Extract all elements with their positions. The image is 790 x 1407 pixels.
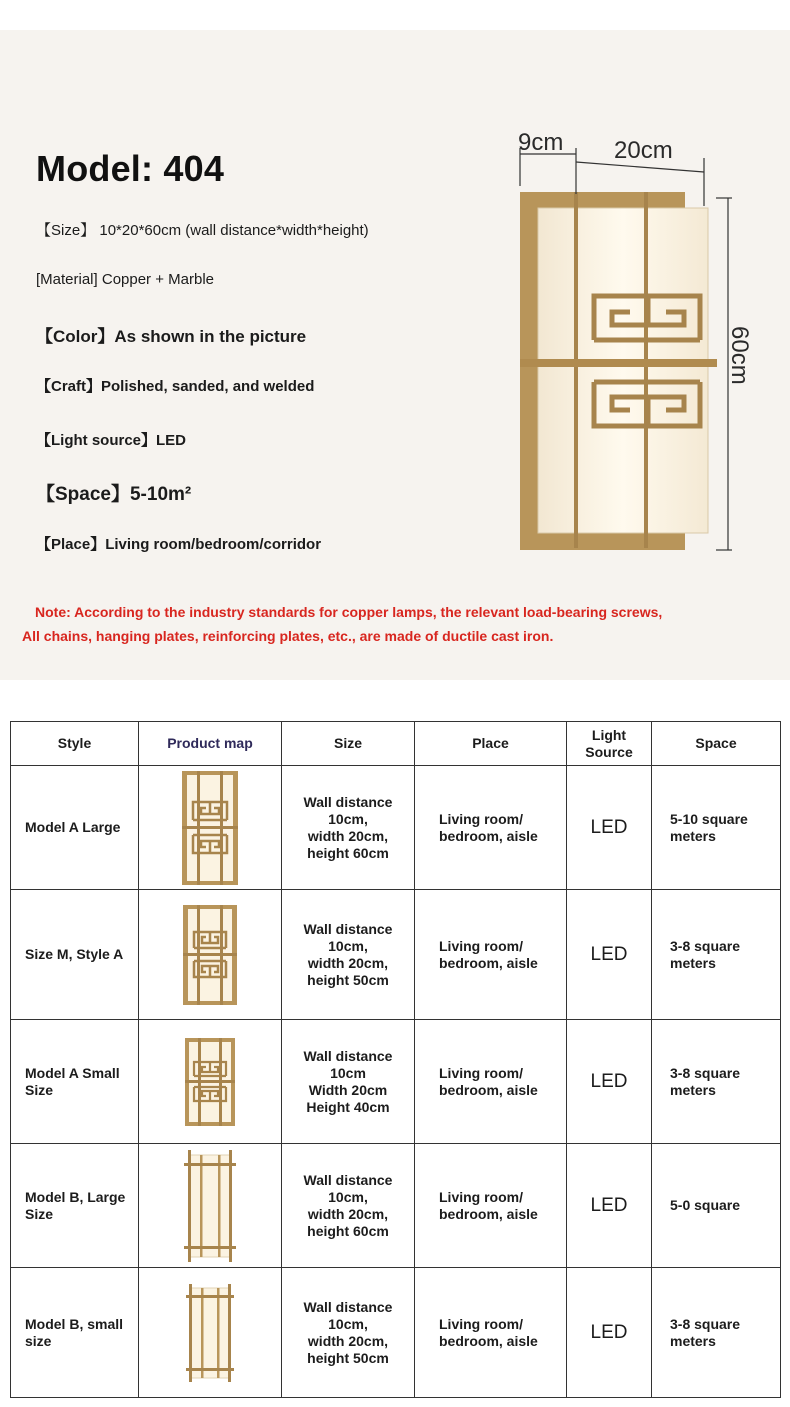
light-source-cell: LED <box>567 766 652 890</box>
product-map-cell <box>139 766 282 890</box>
place-cell: Living room/ bedroom, aisle <box>415 1144 567 1268</box>
spec-material-label: [Material] <box>36 271 98 288</box>
spec-space-label: 【Space】 <box>36 484 130 505</box>
light-source-cell: LED <box>567 1268 652 1398</box>
model-b-lamp-icon <box>184 1149 236 1263</box>
lamp-marble-shade <box>538 208 708 533</box>
note-line-1: Note: According to the industry standards for copper lamps, the relevant load-bearing screws, <box>35 604 663 620</box>
product-map-cell <box>139 890 282 1020</box>
table-row <box>11 1020 781 1144</box>
table-row <box>11 1144 781 1268</box>
lamp-illustration <box>520 192 717 550</box>
style-cell: Size M, Style A <box>11 890 139 1020</box>
model-b-lamp-icon <box>186 1283 234 1383</box>
spec-light-source <box>36 429 186 450</box>
space-cell: 3-8 square meters <box>652 890 781 1020</box>
size-cell: Wall distance 10cm, width 20cm, height 60cm <box>282 1144 415 1268</box>
place-cell: Living room/ bedroom, aisle <box>415 1268 567 1398</box>
space-cell: 5-0 square <box>652 1144 781 1268</box>
place-cell: Living room/ bedroom, aisle <box>415 890 567 1020</box>
spec-space <box>36 479 191 506</box>
place-cell: Living room/ bedroom, aisle <box>415 766 567 890</box>
spec-place-label: 【Place】 <box>36 536 106 553</box>
lamp-frame-crossbar <box>520 359 717 367</box>
spec-place <box>36 533 321 554</box>
header-light-source: Light Source <box>567 722 652 766</box>
size-cell: Wall distance 10cm Width 20cm Height 40cm <box>282 1020 415 1144</box>
lamp-frame-rod-left <box>574 192 578 548</box>
spec-material-value: Copper + Marble <box>101 271 215 288</box>
spec-size <box>36 219 369 240</box>
size-cell: Wall distance 10cm, width 20cm, height 50cm <box>282 1268 415 1398</box>
table-row <box>11 766 781 890</box>
product-map-cell <box>139 1268 282 1398</box>
spec-color <box>36 322 306 347</box>
light-source-cell: LED <box>567 890 652 1020</box>
wall-lamp-dimension-figure <box>500 120 760 560</box>
space-cell: 5-10 square meters <box>652 766 781 890</box>
header-product-map: Product map <box>139 722 282 766</box>
spec-place-value: Living room/bedroom/corridor <box>105 536 322 553</box>
spec-color-label: 【Color】 <box>36 327 115 346</box>
space-cell: 3-8 square meters <box>652 1268 781 1398</box>
spec-space-value: 5-10m² <box>129 484 192 505</box>
depth-label: 9cm <box>518 129 564 156</box>
style-cell: Model B, small size <box>11 1268 139 1398</box>
spec-material <box>36 271 214 288</box>
model-title: Model: 404 <box>36 148 225 189</box>
header-style: Style <box>11 722 139 766</box>
light-source-cell: LED <box>567 1020 652 1144</box>
table-row <box>11 1268 781 1398</box>
copper-lamp-note <box>22 600 762 648</box>
table-header-row <box>11 722 781 766</box>
spec-craft-label: 【Craft】 <box>36 378 102 395</box>
style-cell: Model A Small Size <box>11 1020 139 1144</box>
table-row <box>11 890 781 1020</box>
header-place: Place <box>415 722 567 766</box>
spec-size-label: 【Size】 <box>36 222 96 239</box>
style-cell: Model B, Large Size <box>11 1144 139 1268</box>
model-a-lamp-icon <box>181 770 239 886</box>
light-source-cell: LED <box>567 1144 652 1268</box>
product-map-cell <box>139 1144 282 1268</box>
size-cell: Wall distance 10cm, width 20cm, height 60cm <box>282 766 415 890</box>
note-line-2: All chains, hanging plates, reinforcing plates, etc., are made of ductile cast iron. <box>22 628 554 644</box>
spec-craft <box>36 375 314 396</box>
header-size: Size <box>282 722 415 766</box>
style-cell: Model A Large <box>11 766 139 890</box>
model-a-lamp-icon <box>182 904 238 1006</box>
spec-color-value: As shown in the picture <box>114 327 307 346</box>
spec-light-source-label: 【Light source】 <box>36 432 157 449</box>
place-cell: Living room/ bedroom, aisle <box>415 1020 567 1144</box>
size-cell: Wall distance 10cm, width 20cm, height 50cm <box>282 890 415 1020</box>
header-space: Space <box>652 722 781 766</box>
width-label: 20cm <box>614 137 673 164</box>
space-cell: 3-8 square meters <box>652 1020 781 1144</box>
lamp-frame-rod-right <box>644 192 648 548</box>
product-map-cell <box>139 1020 282 1144</box>
model-comparison-table <box>10 721 781 1398</box>
height-label: 60cm <box>726 326 753 385</box>
spec-craft-value: Polished, sanded, and welded <box>101 378 315 395</box>
spec-light-source-value: LED <box>156 432 187 449</box>
spec-size-value: 10*20*60cm (wall distance*width*height) <box>99 222 369 239</box>
model-a-lamp-icon <box>184 1037 236 1127</box>
